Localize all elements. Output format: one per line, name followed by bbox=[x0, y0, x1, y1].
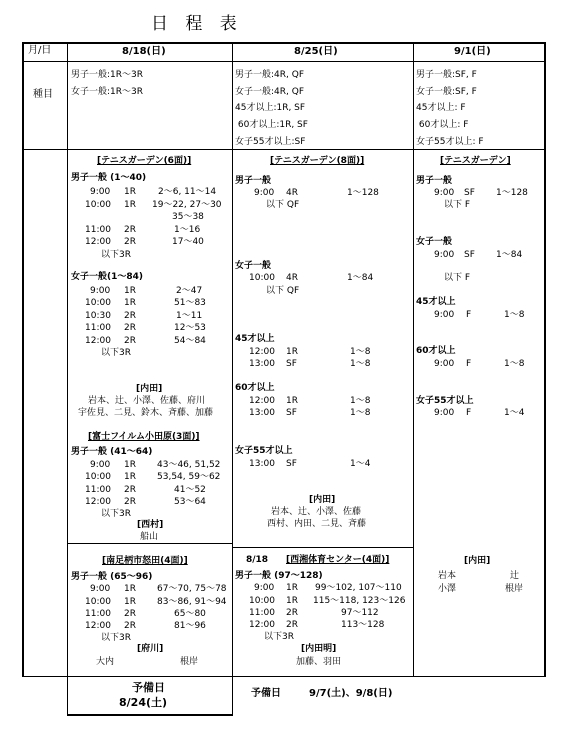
col1-staff1-line2: 宇佐見、二見、鈴木、斉藤、加藤 bbox=[78, 408, 214, 418]
event-col3-3: 45才以上: F bbox=[416, 103, 466, 113]
col2-staff1-title: [内田] bbox=[309, 495, 336, 505]
col1-womens-title: 女子一般(1～84) bbox=[71, 272, 144, 282]
col-divider-3 bbox=[413, 42, 414, 677]
col3-staff-r2-left: 小澤 bbox=[438, 584, 457, 594]
col1-venue1: [テニスガーデン(6面)] bbox=[97, 156, 192, 166]
col1-mens-below: 以下3R bbox=[101, 250, 131, 260]
reserve-box-bottom bbox=[67, 714, 233, 716]
event-col3-5: 女子55才以上: F bbox=[416, 137, 484, 147]
col3-w55-title: 女子55才以上 bbox=[416, 396, 474, 406]
col2-o60-title: 60才以上 bbox=[235, 383, 275, 393]
reserve2-dates: 9/7(土)、9/8(日) bbox=[309, 688, 393, 699]
col2-mens2-below: 以下3R bbox=[264, 632, 294, 642]
table-events-divider bbox=[22, 149, 546, 150]
col1-womens-below: 以下3R bbox=[101, 348, 131, 358]
col1-staff3-title: [府川] bbox=[137, 644, 164, 654]
header-month-day: 月/日 bbox=[28, 45, 52, 56]
col3-staff-r2-right: 根岸 bbox=[505, 584, 524, 594]
col2-section-divider bbox=[233, 547, 414, 548]
col2-mens-title: 男子一般 bbox=[235, 176, 272, 186]
table-border-top bbox=[22, 42, 546, 44]
col1-mens2-title: 男子一般 (41～64) bbox=[71, 447, 153, 457]
col3-mens-below: 以下 F bbox=[444, 200, 471, 210]
table-border-bottom bbox=[22, 676, 546, 677]
col2-venue2-date: 8/18 bbox=[246, 555, 269, 565]
event-col2-4: 60才以上:1R, SF bbox=[235, 120, 308, 130]
col1-mens-title: 男子一般 (1～40) bbox=[71, 173, 147, 183]
col2-staff2-line1: 加藤、羽田 bbox=[296, 657, 342, 667]
event-col3-4: 60才以上: F bbox=[416, 120, 469, 130]
event-col1-2: 女子一般:1R～3R bbox=[71, 87, 143, 97]
col2-venue2: [西湘体育センター(4面)] bbox=[286, 555, 390, 565]
col1-mens3-below: 以下3R bbox=[101, 633, 131, 643]
col1-staff3-right: 根岸 bbox=[180, 657, 199, 667]
col1-venue2: [富士フイルム小田原(3面)] bbox=[88, 432, 200, 442]
col3-o60-title: 60才以上 bbox=[416, 346, 456, 356]
col1-venue3: [南足柄市怒田(4面)] bbox=[102, 556, 188, 566]
col3-womens-title: 女子一般 bbox=[416, 237, 453, 247]
col3-womens-below: 以下 F bbox=[444, 273, 471, 283]
event-col2-1: 男子一般:4R, QF bbox=[235, 70, 304, 80]
col3-staff-r1-left: 岩本 bbox=[438, 571, 457, 581]
header-date-col2: 8/25(日) bbox=[294, 46, 338, 57]
col3-mens-title: 男子一般 bbox=[416, 176, 453, 186]
reserve-date: 8/24(土) bbox=[119, 696, 168, 709]
reserve-label: 予備日 bbox=[132, 681, 165, 694]
col1-staff1-title: [内田] bbox=[136, 384, 163, 394]
col1-staff2-title: [西村] bbox=[137, 520, 164, 530]
col2-o45-title: 45才以上 bbox=[235, 334, 275, 344]
col2-venue1: [テニスガーデン(8面)] bbox=[270, 156, 365, 166]
table-border-right bbox=[544, 42, 546, 677]
table-header-divider bbox=[22, 61, 546, 62]
col1-staff1-line1: 岩本、辻、小澤、佐藤、府川 bbox=[88, 396, 206, 406]
col1-mens3-title: 男子一般 (65～96) bbox=[71, 572, 153, 582]
event-col2-5: 女子55才以上:SF bbox=[235, 137, 306, 147]
col3-staff-r1-right: 辻 bbox=[510, 571, 520, 581]
col2-staff2-title: [内田明] bbox=[301, 644, 337, 654]
col2-mens2-title: 男子一般 (97～128) bbox=[235, 571, 323, 581]
col1-staff2-line1: 船山 bbox=[140, 532, 159, 542]
page-title: 日 程 表 bbox=[151, 14, 243, 34]
header-date-col1: 8/18(日) bbox=[122, 46, 166, 57]
col1-staff3-left: 大内 bbox=[96, 657, 115, 667]
col2-staff1-line2: 西村、内田、二見、斉藤 bbox=[267, 519, 367, 529]
col3-o45-title: 45才以上 bbox=[416, 297, 456, 307]
event-col2-2: 女子一般:4R, QF bbox=[235, 87, 304, 97]
event-col3-1: 男子一般:SF, F bbox=[416, 70, 477, 80]
col2-staff1-line1: 岩本、辻、小澤、佐藤 bbox=[271, 507, 362, 517]
table-border-left bbox=[22, 42, 24, 677]
col-divider-2 bbox=[232, 42, 233, 715]
col2-w55-title: 女子55才以上 bbox=[235, 446, 293, 456]
event-col2-3: 45才以上:1R, SF bbox=[235, 103, 306, 113]
col2-womens-title: 女子一般 bbox=[235, 261, 272, 271]
col1-mens2-below: 以下3R bbox=[101, 509, 131, 519]
col3-venue1: [テニスガーデン] bbox=[440, 156, 511, 166]
header-date-col3: 9/1(日) bbox=[454, 46, 491, 57]
col3-staff-title: [内田] bbox=[464, 556, 491, 566]
events-label: 種目 bbox=[33, 89, 53, 100]
reserve2-label: 予備日 bbox=[251, 688, 281, 699]
col2-womens-below: 以下 QF bbox=[266, 286, 300, 296]
col-divider-1 bbox=[67, 42, 68, 715]
col1-section-divider bbox=[68, 543, 233, 544]
col2-mens-below: 以下 QF bbox=[266, 200, 300, 210]
event-col3-2: 女子一般:SF, F bbox=[416, 87, 477, 97]
event-col1-1: 男子一般:1R～3R bbox=[71, 70, 143, 80]
